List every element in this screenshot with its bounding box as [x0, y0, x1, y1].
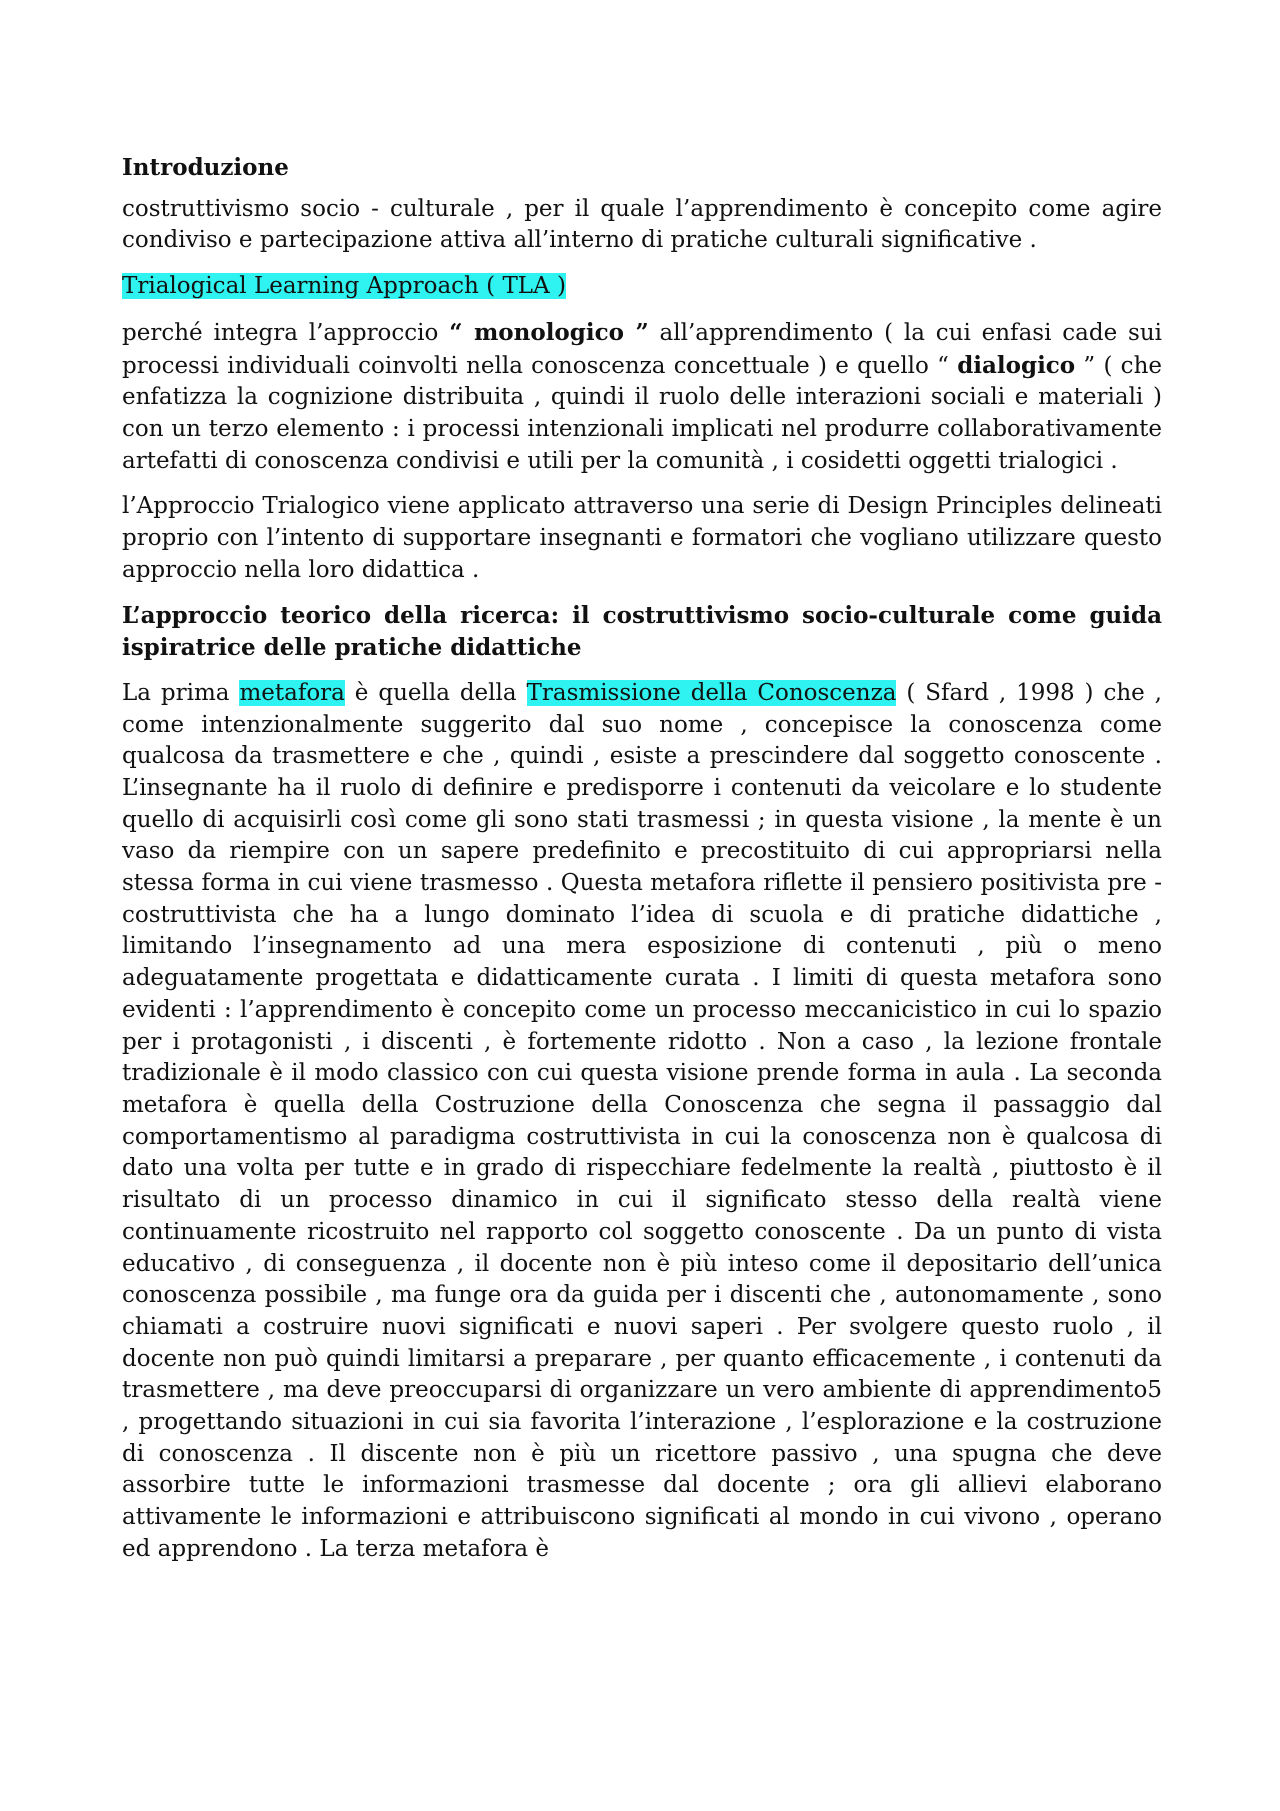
metafora-text-2: è quella della	[344, 679, 527, 706]
tla-text-1: perché integra l’approccio	[122, 319, 450, 346]
intro-heading: Introduzione	[122, 154, 289, 181]
intro-paragraph: costruttivismo socio - culturale , per il quale l’apprendimento è concepito come agire condiviso e partecipazione attiva all’interno di pratiche culturali significative .	[122, 195, 1162, 254]
metafora-highlight: metafora	[239, 679, 345, 706]
tla-title-highlight: Trialogical Learning Approach ( TLA )	[122, 273, 566, 300]
dialogico-term: dialogico	[957, 351, 1076, 379]
tla-paragraph	[122, 317, 1162, 478]
tla-text-2: all’apprendimento ( la cui enfasi cade sui processi individuali coinvolti nella conoscenza concettuale ) e quello “	[122, 319, 1162, 379]
metafora-text-3: ( Sfard , 1998 ) che , come intenzionalmente suggerito dal suo nome , concepisce la conoscenza come qualcosa da trasmettere e che , quindi , esiste a prescindere dal soggetto conoscente . L’insegnante ha il ruolo di definire e predisporre i contenuti da veicolare e lo studente quello di acquisirli così come gli sono stati trasmessi ; in questa visione , la mente è un vaso da riempire con un sapere predefinito e precostituito di cui appropriarsi nella stessa forma in cui viene trasmesso . Questa metafora riflette il pensiero positivista pre - costruttivista che ha a lungo dominato l’idea di scuola e di pratiche didattiche , limitando l’insegnamento ad una mera esposizione di contenuti , più o meno adeguatamente progettata e didatticamente curata . I limiti di questa metafora sono evidenti : l’apprendimento è concepito come un processo meccanicistico in cui lo spazio per i protagonisti , i discenti , è fortemente ridotto . Non a caso , la lezione frontale tradizionale è il modo classico con cui questa visione prende forma in aula . La seconda metafora è quella della Costruzione della Conoscenza che segna il passaggio dal comportamentismo al paradigma costruttivista in cui la conoscenza non è qualcosa di dato una volta per tutte e in grado di rispecchiare fedelmente la realtà , piuttosto è il risultato di un processo dinamico in cui il significato stesso della realtà viene continuamente ricostruito nel rapporto col soggetto conoscente . Da un punto di vista educativo , di conseguenza , il docente non è più inteso come il depositario dell’unica conoscenza possibile , ma funge ora da guida per i discenti che , autonomamente , sono chiamati a costruire nuovi significati e nuovi saperi . Per svolgere questo ruolo , il docente non può quindi limitarsi a preparare , per quanto efficacemente , i contenuti da trasmettere , ma deve preoccuparsi di organizzare un vero ambiente di apprendimento5 , progettando situazioni in cui sia favorita l’interazione , l’esplorazione e la costruzione di conoscenza . Il discente non è più un ricettore passivo , una spugna che deve assorbire tutte le informazioni trasmesse dal docente ; ora gli allievi elaborano attivamente le informazioni e attribuiscono significati al mondo in cui vivono , operano ed apprendono . La terza metafora è	[122, 679, 1162, 1562]
tla-title-paragraph	[122, 271, 1162, 303]
metafora-text-1: La prima	[122, 679, 240, 706]
metafora-paragraph	[122, 678, 1162, 1566]
section-heading: L’approccio teorico della ricerca: il costruttivismo socio-culturale come guida ispiratrice delle pratiche didattiche	[122, 602, 1162, 662]
tla-text-3: ” ( che enfatizza la cognizione distribuita , quindi il ruolo delle interazioni sociali e materiali ) con un terzo elemento : i processi intenzionali implicati nel produrre collaborativamente artefatti di conoscenza condivisi e utili per la comunità , i cosidetti oggetti trialogici .	[122, 352, 1162, 474]
trasmissione-highlight: Trasmissione della Conoscenza	[526, 679, 897, 706]
design-principles-paragraph: l’Approccio Trialogico viene applicato attraverso una serie di Design Principles delineati proprio con l’intento di supportare insegnanti e formatori che vogliano utilizzare questo approccio nella loro didattica .	[122, 493, 1162, 583]
monologico-term: “ monologico ”	[449, 318, 649, 346]
